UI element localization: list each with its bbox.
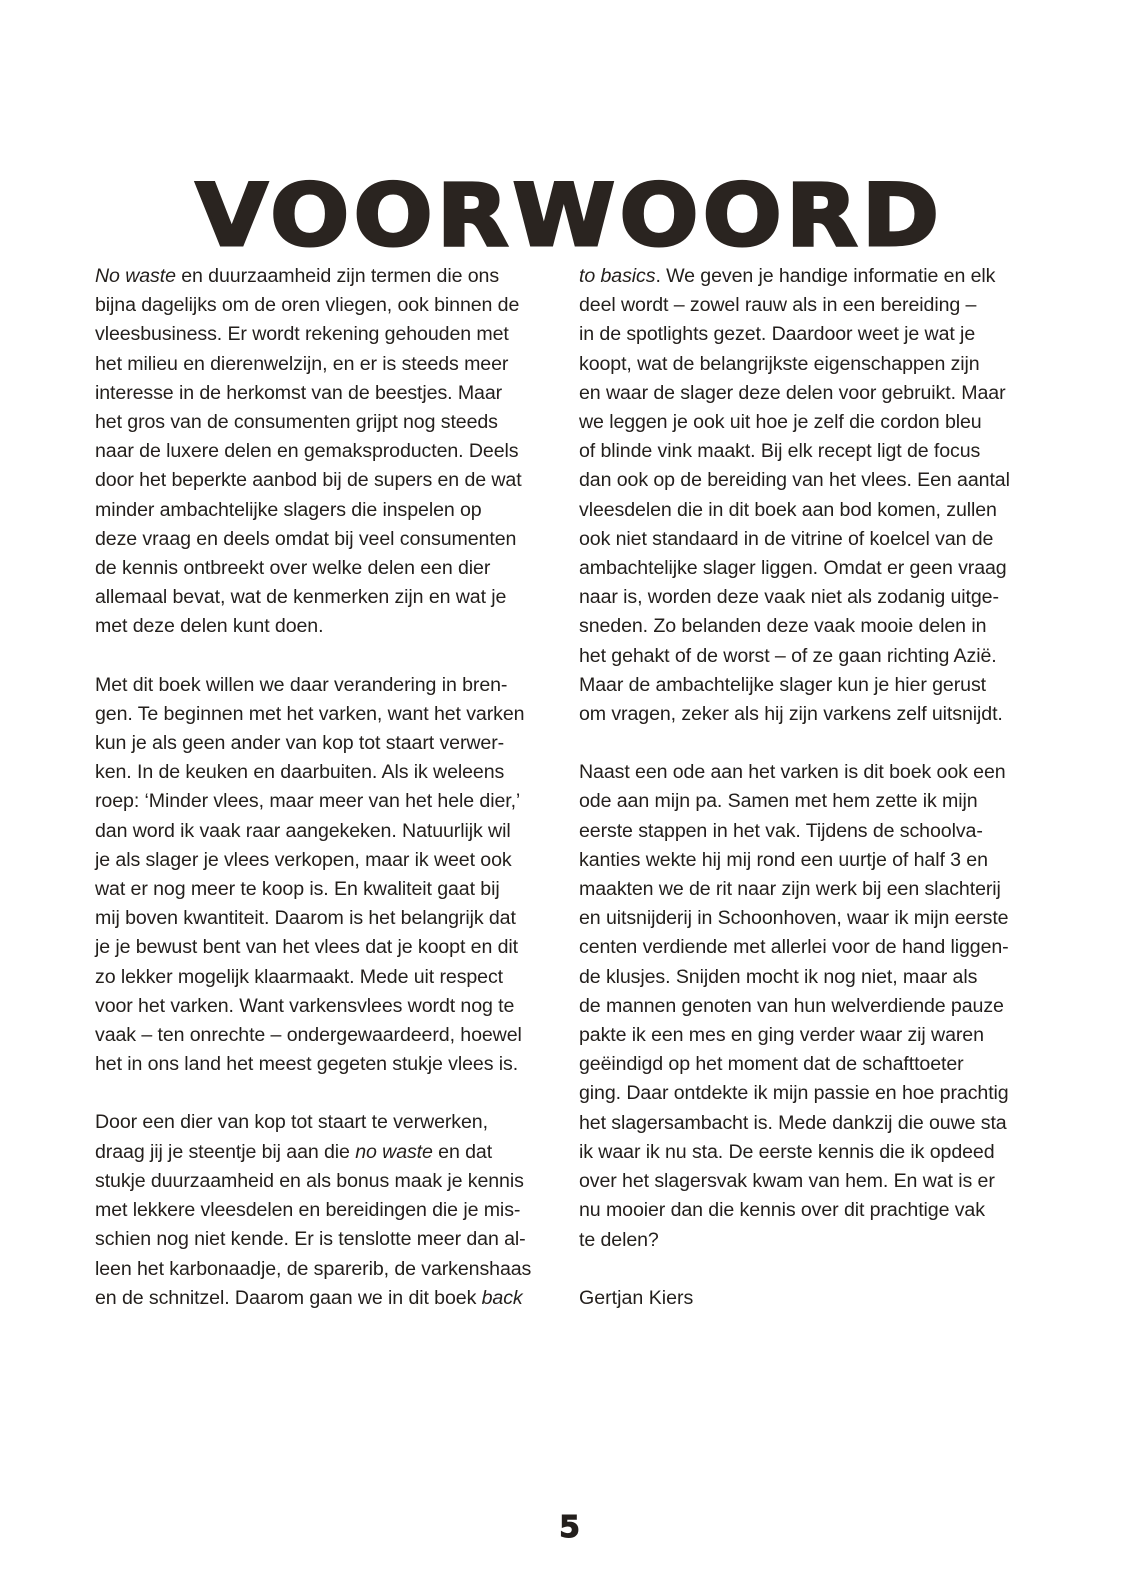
text-segment: het gros van de consumenten grijpt nog steeds (95, 411, 498, 434)
text-segment: en dat (432, 1140, 493, 1163)
text-segment: om vragen, zeker als hij zijn varkens zelf uitsnijdt. (579, 703, 1003, 726)
text-segment: met lekkere vleesdelen en bereidingen die je mis- (95, 1199, 521, 1222)
text-segment: ode aan mijn pa. Samen met hem zette ik mijn (579, 790, 978, 813)
text-line (95, 963, 565, 992)
text-segment: we leggen je ook uit hoe je zelf die cordon bleu (579, 411, 982, 434)
text-line (579, 700, 1049, 729)
text-segment: wat er nog meer te koop is. En kwaliteit gaat bij (95, 878, 500, 901)
text-segment: dan ook op de bereiding van het vlees. Een aantal (579, 469, 1010, 492)
text-line (95, 875, 565, 904)
text-segment: de klusjes. Snijden mocht ik nog niet, maar als (579, 965, 978, 988)
text-line (579, 1050, 1049, 1079)
text-segment: centen verdiende met allerlei voor de hand liggen- (579, 936, 1009, 959)
text-line (95, 525, 565, 554)
text-line (579, 1138, 1049, 1167)
text-segment: kanties wekte hij mij rond een uurtje of half 3 en (579, 848, 988, 871)
text-line (95, 671, 565, 700)
text-line (579, 642, 1049, 671)
text-line (579, 583, 1049, 612)
text-line (95, 1196, 565, 1225)
text-line (95, 262, 565, 291)
text-segment: of blinde vink maakt. Bij elk recept ligt de focus (579, 440, 981, 463)
text-line (579, 466, 1049, 495)
text-line (579, 758, 1049, 787)
left-column (95, 262, 565, 1342)
text-line (95, 758, 565, 787)
text-line (95, 1050, 565, 1079)
text-segment: naar de luxere delen en gemaksproducten. Deels (95, 440, 519, 463)
text-line (579, 1167, 1049, 1196)
text-segment: Door een dier van kop tot staart te verwerken, (95, 1111, 488, 1134)
text-line (579, 846, 1049, 875)
italic-text: No waste (95, 265, 176, 287)
text-segment: het gehakt of de worst – of ze gaan richting Azië. (579, 644, 997, 667)
text-line (579, 904, 1049, 933)
text-line (579, 817, 1049, 846)
text-line (579, 291, 1049, 320)
text-line (579, 1226, 1049, 1255)
text-line (95, 350, 565, 379)
text-line (579, 437, 1049, 466)
text-segment: mij boven kwantiteit. Daarom is het belangrijk dat (95, 907, 516, 930)
text-segment: ging. Daar ontdekte ik mijn passie en hoe prachtig (579, 1082, 1009, 1105)
text-segment: interesse in de herkomst van de beestjes. Maar (95, 381, 503, 404)
text-line (95, 1108, 565, 1137)
text-line (579, 963, 1049, 992)
text-line (95, 846, 565, 875)
text-line (95, 466, 565, 495)
text-segment: over het slagersvak kwam van hem. En wat is er (579, 1170, 995, 1193)
text-line (579, 933, 1049, 962)
text-segment: je je bewust bent van het vlees dat je koopt en dit (95, 936, 518, 959)
text-segment: pakte ik een mes en ging verder waar zij waren (579, 1024, 984, 1047)
author-signature: Gertjan Kiers (579, 1286, 694, 1309)
text-segment: kun je als geen ander van kop tot staart verwer- (95, 732, 505, 755)
text-segment: leen het karbonaadje, de sparerib, de varkenshaas (95, 1257, 532, 1280)
text-segment: het in ons land het meest gegeten stukje vlees is. (95, 1053, 519, 1076)
text-line (579, 320, 1049, 349)
text-line (579, 554, 1049, 583)
text-line (95, 1255, 565, 1284)
italic-text: back (481, 1286, 523, 1309)
text-segment: draag jij je steentje bij aan die (95, 1140, 356, 1163)
page-title: VOORWOORD (195, 165, 944, 266)
text-segment: . We geven je handige informatie en elk (655, 265, 996, 287)
text-segment: maakten we de rit naar zijn werk bij een slachterij (579, 878, 1001, 901)
text-segment: in de spotlights gezet. Daardoor weet je wat je (579, 323, 976, 346)
text-line (579, 612, 1049, 641)
text-line (95, 933, 565, 962)
right-column (579, 262, 1049, 1313)
body-paragraph (95, 262, 565, 642)
text-segment: ambachtelijke slager liggen. Omdat er geen vraag (579, 557, 1007, 580)
text-line (95, 1021, 565, 1050)
text-line (579, 350, 1049, 379)
text-line (95, 817, 565, 846)
text-segment: allemaal bevat, wat de kenmerken zijn en wat je (95, 586, 507, 609)
text-segment: eerste stappen in het vak. Tijdens de schoolva- (579, 819, 983, 842)
text-segment: voor het varken. Want varkensvlees wordt nog te (95, 994, 515, 1017)
text-segment: ook niet standaard in de vitrine of koelcel van de (579, 527, 994, 550)
body-paragraph (579, 758, 1049, 1254)
text-segment: minder ambachtelijke slagers die inspelen op (95, 498, 482, 521)
text-segment: vaak – ten onrechte – ondergewaardeerd, hoewel (95, 1024, 522, 1047)
text-segment: deze vraag en deels omdat bij veel consumenten (95, 527, 517, 550)
text-line (95, 379, 565, 408)
text-segment: Maar de ambachtelijke slager kun je hier gerust (579, 673, 986, 696)
text-line (95, 729, 565, 758)
text-line (95, 320, 565, 349)
text-line (579, 1196, 1049, 1225)
text-segment: deel wordt – zowel rauw als in een bereiding – (579, 294, 977, 317)
page-number: 5 (559, 1510, 580, 1545)
text-segment: ik waar ik nu sta. De eerste kennis die ik opdeed (579, 1140, 995, 1163)
text-segment: roep: ‘Minder vlees, maar meer van het hele dier,’ (95, 790, 521, 813)
text-segment: vleesbusiness. Er wordt rekening gehouden met (95, 323, 509, 346)
text-segment: en waar de slager deze delen voor gebruikt. Maar (579, 381, 1006, 404)
text-line (579, 671, 1049, 700)
text-segment: zo lekker mogelijk klaarmaakt. Mede uit respect (95, 965, 504, 988)
text-line (579, 1079, 1049, 1108)
text-line (579, 875, 1049, 904)
text-segment: door het beperkte aanbod bij de supers en de wat (95, 469, 522, 492)
text-segment: stukje duurzaamheid en als bonus maak je kennis (95, 1169, 524, 1192)
text-segment: je als slager je vlees verkopen, maar ik weet ook (95, 848, 512, 871)
text-line (95, 787, 565, 816)
italic-text: to basics (579, 265, 656, 287)
text-segment: naar is, worden deze vaak niet als zodanig uitge- (579, 586, 999, 609)
text-segment: de mannen genoten van hun welverdiende pauze (579, 994, 1004, 1017)
text-line (95, 904, 565, 933)
text-line (95, 554, 565, 583)
text-segment: ken. In de keuken en daarbuiten. Als ik weleens (95, 761, 505, 784)
text-segment: het slagersambacht is. Mede dankzij die ouwe sta (579, 1111, 1007, 1134)
text-segment: Met dit boek willen we daar verandering in bren- (95, 673, 508, 696)
text-line (95, 1225, 565, 1254)
text-line (95, 583, 565, 612)
text-line (95, 992, 565, 1021)
text-segment: nu mooier dan die kennis over dit prachtige vak (579, 1199, 985, 1222)
text-segment: Naast een ode aan het varken is dit boek ook een (579, 761, 1006, 784)
text-line (579, 379, 1049, 408)
text-segment: schien nog niet kende. Er is tenslotte meer dan al- (95, 1228, 526, 1251)
body-paragraph (95, 1108, 565, 1312)
italic-text: no waste (355, 1140, 433, 1163)
text-line (579, 787, 1049, 816)
text-segment: vleesdelen die in dit boek aan bod komen, zullen (579, 498, 997, 521)
text-segment: en de schnitzel. Daarom gaan we in dit boek (95, 1286, 482, 1309)
body-paragraph (95, 671, 565, 1080)
text-line (95, 1284, 565, 1313)
text-line (95, 291, 565, 320)
text-line (95, 496, 565, 525)
body-paragraph (579, 262, 1049, 729)
text-line (579, 525, 1049, 554)
text-segment: dan word ik vaak raar aangekeken. Natuurlijk wil (95, 819, 511, 842)
text-line (579, 1021, 1049, 1050)
text-segment: geëindigd op het moment dat de schafttoeter (579, 1053, 964, 1076)
text-segment: sneden. Zo belanden deze vaak mooie delen in (579, 615, 987, 638)
text-line (579, 408, 1049, 437)
text-segment: bijna dagelijks om de oren vliegen, ook binnen de (95, 294, 520, 317)
text-line (579, 992, 1049, 1021)
text-segment: en uitsnijderij in Schoonhoven, waar ik mijn eerste (579, 907, 1009, 930)
text-segment: de kennis ontbreekt over welke delen een dier (95, 557, 491, 580)
text-line (95, 1167, 565, 1196)
text-line (579, 1109, 1049, 1138)
text-segment: en duurzaamheid zijn termen die ons (175, 265, 500, 287)
text-line (95, 437, 565, 466)
text-segment: te delen? (579, 1228, 659, 1251)
text-line (579, 262, 1049, 291)
text-segment: koopt, wat de belangrijkste eigenschappen zijn (579, 352, 980, 375)
text-line (95, 1138, 565, 1167)
text-line (95, 612, 565, 641)
text-line (95, 408, 565, 437)
text-line (95, 700, 565, 729)
text-line (579, 496, 1049, 525)
text-segment: het milieu en dierenwelzijn, en er is steeds meer (95, 352, 509, 375)
text-segment: met deze delen kunt doen. (95, 615, 324, 638)
text-segment: gen. Te beginnen met het varken, want het varken (95, 702, 525, 725)
